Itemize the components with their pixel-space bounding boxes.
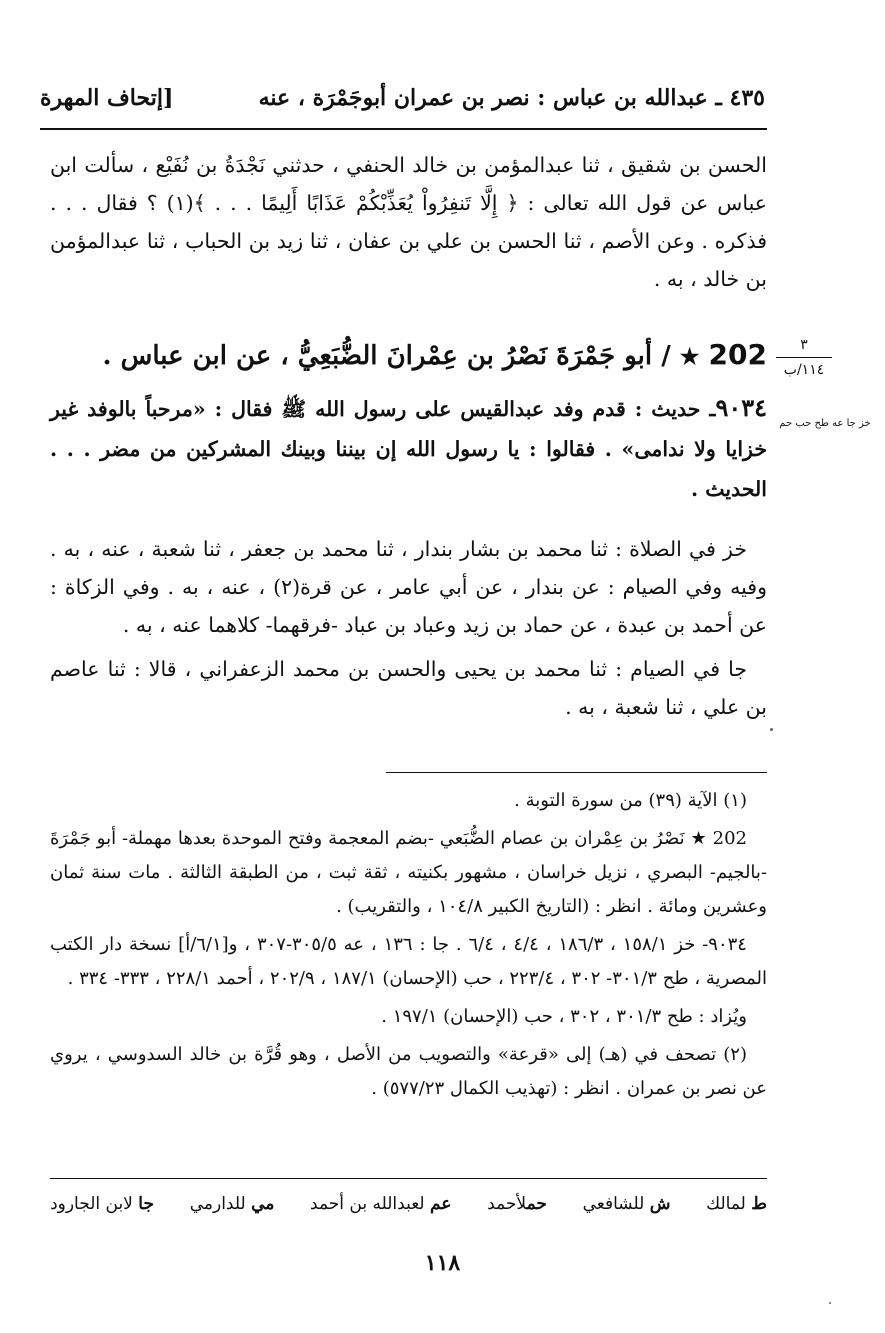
abbrev-name: لمالك [706, 1194, 746, 1214]
footnote: 202 ★ نَصْرُ بن عِمْران بن عصام الضُّبَعي -بضم المعجمة وفتح الموحدة بعدها مهملة- أبو جَمْرَةَ -بالجيم- البصري ، نزيل خراسان ، مشهور بكنيته ، ثقة ثبت ، من الطبقة الثالثة . مات سنة ثمان وعشرين ومائة . انظر : (التاريخ الكبير ١٠٤/٨ ، والتقريب) . [50, 828, 767, 917]
footnote: (١) الآية (٣٩) من سورة التوبة . [514, 790, 747, 811]
footnotes-section [50, 784, 767, 1110]
entry-heading [50, 330, 767, 380]
section-title: ٤٣٥ ـ عبدالله بن عباس : نصر بن عمران أبوجَمْرَة ، عنه [258, 85, 765, 111]
abbreviations-key [50, 1186, 767, 1222]
hadith-number: ٩٠٣٤ [715, 393, 767, 422]
entry-slash: / [661, 341, 671, 371]
margin-note-bottom: ١١٤/ب [783, 362, 825, 378]
book-title: [إتحاف المهرة [40, 85, 174, 111]
footnote: ويُزاد : طح ٣٠١/٣ ، ٣٠٢ ، حب (الإحسان) ١٩٧/١ . [381, 1006, 747, 1027]
footnote-divider [386, 772, 767, 773]
hadith-text-end: فقال : «مرحباً بالوفد غير خزايا ولا ندامى» . فقالوا : يا رسول الله إن بيننا وبينك المشركين من مضر . . . الحديث . [50, 397, 767, 501]
page-number: ١١٨ [424, 1250, 461, 1276]
abbrev-item [487, 1186, 547, 1222]
source-paragraph: خز في الصلاة : ثنا محمد بن بشار بندار ، ثنا محمد بن جعفر ، ثنا شعبة ، عنه ، به . وفيه وفي الصيام : عن بندار ، عن أبي عامر ، عن قرة(٢) ، عنه ، به . وفي الزكاة : عن أحمد بن عبدة ، عن حماد بن زيد وعباد بن عباد -فرقهما- كلاهما عنه ، به . [50, 537, 767, 637]
salutation-glyph: ﷺ [281, 397, 307, 421]
entry-number: 202 [708, 338, 767, 371]
abbrev-code: ط [751, 1194, 767, 1214]
header-divider [40, 128, 767, 130]
abbrev-code: مي [251, 1194, 275, 1214]
star-icon: ★ [679, 344, 700, 370]
abbrev-name: لعبدالله بن أحمد [310, 1194, 425, 1214]
abbrev-name: لابن الجارود [50, 1194, 133, 1214]
source-paragraph: جا في الصيام : ثنا محمد بن يحيى والحسن بن محمد الزعفراني ، قالا : ثنا عاصم بن علي ، ثنا شعبة ، به . [50, 657, 767, 719]
abbrev-item [50, 1186, 154, 1222]
abbrev-name: للشافعي [582, 1194, 645, 1214]
abbrev-item [706, 1186, 767, 1222]
footnote: (٢) تصحف في (هـ) إلى «قرعة» والتصويب من الأصل ، وهو قُرَّة بن خالد السدوسي ، يروي عن نصر بن عمران . انظر : (تهذيب الكمال ٥٧٧/٢٣) . [50, 1044, 767, 1099]
abbrev-code: ش [649, 1194, 671, 1214]
intro-paragraph: الحسن بن شقيق ، ثنا عبدالمؤمن بن خالد الحنفي ، حدثني نَجْدَةُ بن نُفَيْع ، سألت ابن عباس عن قول الله تعالى : ﴿ إِلَّا تَنفِرُواْ يُعَذِّبْكُمْ عَذَابًا أَلِيمًا . . . ﴾(١) ؟ فقال . . . فذكره . وعن الأصم ، ثنا الحسن بن علي بن عفان ، ثنا زيد بن الحباب ، ثنا عبدالمؤمن بن خالد ، به . [50, 153, 767, 291]
interlinear-source-codes: خز جا عه طح حب حم [779, 418, 871, 429]
footnote: ٩٠٣٤- خز ١٥٨/١ ، ١٨٦/٣ ، ٤/٤ ، ٦/٤ . جا : ١٣٦ ، عه ٣٠٥/٥-٣٠٧ ، و[٦/١/أ] نسخة دار الكتب المصرية ، طح ٣٠١/٣- ٣٠٢ ، ٢٢٣/٤ ، حب (الإحسان) ١٨٧/١ ، ٢٠٢/٩ ، أحمد ٢٢٨/١ ، ٣٣٣- ٣٣٤ . [50, 934, 767, 989]
abbreviations-divider [50, 1178, 767, 1179]
hadith-paragraph [50, 388, 767, 509]
ink-speck [829, 1302, 831, 1304]
abbrev-name: للدارمي [189, 1194, 246, 1214]
abbrev-code: حم [526, 1194, 547, 1214]
running-header [40, 80, 765, 116]
abbrev-item [310, 1186, 451, 1222]
abbrev-code: عم [430, 1194, 452, 1214]
hadith-label: ـ حديث : [625, 397, 716, 421]
abbrev-name: لأحمد [487, 1194, 527, 1214]
abbrev-code: جا [138, 1194, 154, 1214]
manuscript-margin-note [771, 336, 837, 379]
margin-note-top: ٣ [800, 337, 808, 353]
entry-title: أبو جَمْرَةَ نَصْرُ بن عِمْرانَ الضُّبَعِيُّ ، عن ابن عباس . [102, 341, 653, 371]
ink-speck [770, 728, 773, 731]
abbrev-item [190, 1186, 275, 1222]
sources-section [50, 530, 767, 732]
hadith-text-start: قدم وفد عبدالقيس على رسول الله [306, 397, 626, 421]
margin-note-divider [776, 357, 832, 358]
abbrev-item [583, 1186, 671, 1222]
